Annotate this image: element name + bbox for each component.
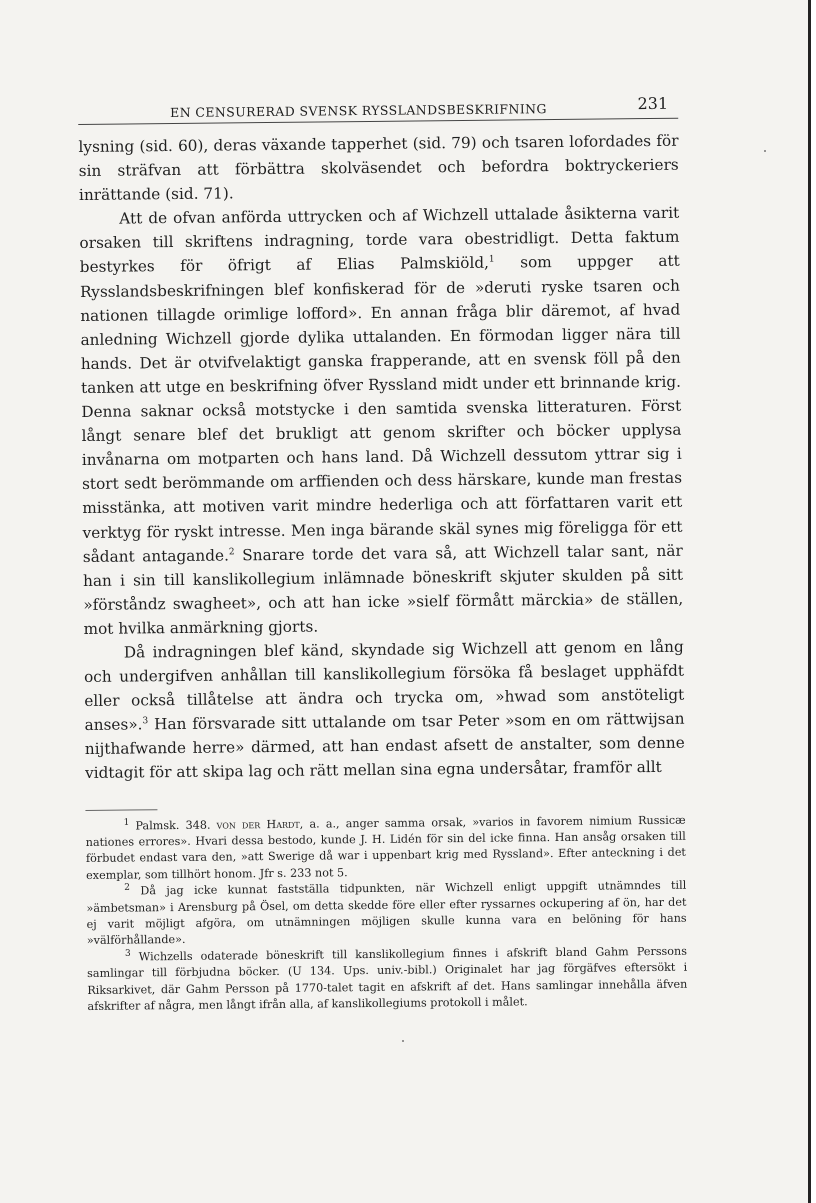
footnote-2 xyxy=(86,878,687,950)
paragraph-text: Snarare torde det vara så, att Wichzell talar sant, när han i sin till kanslikollegium inlämnade böneskrift skjuter skulden på sitt »förståndz swagheet», och att han icke »sielf förmått märckia» de ställen, mot hvilka anmärkning gjorts. xyxy=(82,541,684,638)
footnote-ref-1: 1 xyxy=(488,255,495,266)
footnote-separator xyxy=(85,809,157,811)
footnote-ref-2: 2 xyxy=(228,546,235,557)
book-page xyxy=(78,94,688,1016)
footnote-mark: 1 xyxy=(123,817,130,828)
scan-speck xyxy=(402,1040,404,1042)
footnote-ref-3: 3 xyxy=(142,716,149,727)
footnotes xyxy=(86,812,688,1015)
footnote-text: Då jag icke kunnat fastställa tidpunkten, när Wichzell enligt uppgift utnämndes till »ämbetsman» i Arensburg på Ösel, om detta skedde före eller efter ryssarnes ockupering af ön, har det ej varit möjligt afgöra, om utnämningen möjligen skulle kunna vara en belöning för hans »välförhållande». xyxy=(86,878,687,948)
body-text xyxy=(78,129,685,786)
running-header xyxy=(78,94,678,125)
page-number: 231 xyxy=(637,93,669,114)
paragraph-text: som uppger att Rysslandsbeskrifningen blef konfiskerad för de »deruti ryske tsaren och nationen tillagde orimlige lofford». En annan fråga blir däremot, af hvad anledning Wichzell gjorde dylika uttalanden. En förmodan ligger nära till hands. Det är otvifvelaktigt ganska frapperande, att en svensk föll på den tanken att utge en beskrifning öfver Ryssland midt under ett brinnande krig. Denna saknar också motstycke i den samtida svenska litteraturen. Först långt senare blef det brukligt att genom skrifter och böcker upplysa invånarna om motparten och hans land. Då Wichzell dessutom yttrar sig i stort sedt berömmande om arffienden och dess härskare, kunde man frestas misstänka, att motiven varit mindre hederliga och att författaren varit ett verktyg för ryskt intresse. Men inga bärande skäl synes mig föreligga för ett sådant antagande. xyxy=(79,252,683,566)
paragraph-1 xyxy=(78,129,679,208)
footnote-3 xyxy=(87,943,688,1015)
paragraph-text: Då indragningen blef känd, skyndade sig Wichzell att genom en lång och undergifven anhållan till kanslikollegium försöka få beslaget upphäfdt eller också tillåtelse att ändra och trycka om, »hwad som anstöteligt anses». xyxy=(83,637,685,735)
footnote-mark: 3 xyxy=(124,948,131,959)
footnote-text: Wichzells odaterade böneskrift till kanslikollegium finnes i afskrift bland Gahm Perssons samlingar till förbjudna böcker. (U 134. Ups. univ.-bibl.) Originalet har jag förgäfves eftersökt i Riksarkivet, där Gahm Persson på 1770-talet tagit en afskrift af det. Hans samlingar innehålla äfven afskrifter af några, men långt ifrån alla, af kanslikollegiums protokoll i målet. xyxy=(87,944,688,1013)
running-title: EN CENSURERAD SVENSK RYSSLANDSBESKRIFNING xyxy=(170,101,547,121)
footnote-1 xyxy=(86,812,687,884)
scan-speck xyxy=(764,150,766,152)
footnote-author: von der Hardt xyxy=(216,817,300,832)
paragraph-text: Han försvarade sitt uttalande om tsar Peter »som en om rättwijsan nijthafwande herre» därmed, att han endast afsett de anstalter, som denne vidtagit för att skipa lag och rätt mellan sina egna undersåtar, framför allt xyxy=(84,709,685,783)
footnote-mark: 2 xyxy=(124,882,131,893)
footnote-text: Palmsk. 348. xyxy=(129,818,217,833)
paragraph-3 xyxy=(84,635,685,786)
paragraph-text: Att de ofvan anförda uttrycken och af Wichzell uttalade åsikterna varit orsaken till skriftens indragning, torde vara obestridligt. Detta faktum bestyrkes för öfrigt af Elias Palmskiöld, xyxy=(79,203,680,277)
paragraph-2 xyxy=(79,201,684,641)
footnote-text: , a. a., anger samma orsak, »varios in favorem nimium Russicæ nationes errores». Hvari dessa bestodo, kunde J. H. Lidén för sin del icke finna. Han ansåg orsaken till förbudet endast vara den, »att Swerige då war i uppenbart krig med Ryssland». Efter anteckning i det exemplar, som tillhört honom. Jfr s. 233 not 5. xyxy=(85,813,686,882)
paragraph-text: lysning (sid. 60), deras växande tapperhet (sid. 79) och tsaren lofordades för sin sträfvan att förbättra skolväsendet och befordra boktryckeriers inrättande (sid. 71). xyxy=(78,131,679,205)
